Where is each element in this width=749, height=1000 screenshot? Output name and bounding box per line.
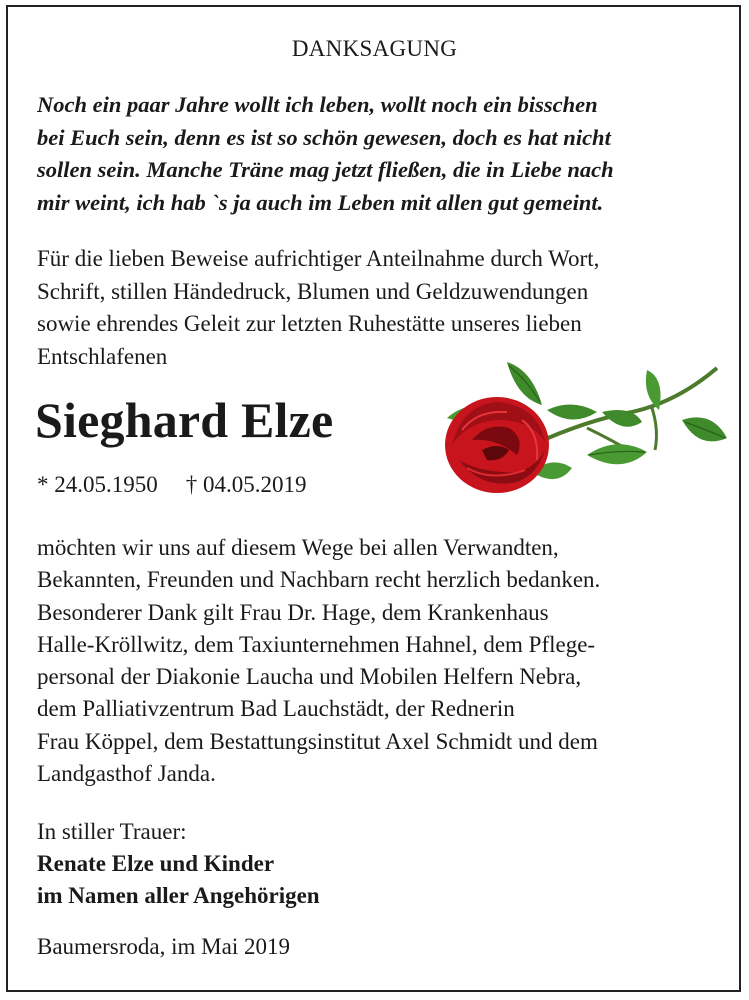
closing-signature (37, 816, 320, 912)
notice-heading: DANKSAGUNG (291, 36, 458, 61)
red-rose-icon (437, 350, 737, 515)
life-dates (37, 472, 307, 498)
family-signature: Renate Elze und Kinder (37, 851, 275, 876)
body-line: dem Palliativzentrum Bad Lauchstädt, der Rednerin (37, 696, 515, 722)
poem-line: Noch ein paar Jahre wollt ich leben, wollt noch ein bisschen (37, 92, 598, 117)
poem-line: mir weint, ich hab `s ja auch im Leben mit allen gut gemeint. (37, 189, 604, 215)
poem-line: sollen sein. Manche Träne mag jetzt fließen, die in Liebe nach (37, 157, 614, 182)
thanks-body (37, 532, 727, 790)
place-date: Baumersroda, im Mai 2019 (37, 934, 290, 959)
body-line: Frau Köppel, dem Bestattungsinstitut Axel Schmidt und dem (37, 728, 598, 754)
body-line: möchten wir uns auf diesem Wege bei allen Verwandten, (37, 535, 559, 560)
intro-line: Für die lieben Beweise aufrichtiger Anteilnahme durch Wort, (37, 246, 600, 271)
body-line: Bekannten, Freunden und Nachbarn recht herzlich bedanken. (37, 567, 601, 593)
body-line: Halle-Kröllwitz, dem Taxiunternehmen Hahnel, dem Pflege- (37, 631, 596, 657)
birth-date: * 24.05.1950 (37, 472, 158, 497)
body-line: Besonderer Dank gilt Frau Dr. Hage, dem Krankenhaus (37, 599, 549, 625)
body-line: Landgasthof Janda. (37, 761, 216, 787)
death-date: † 04.05.2019 (185, 472, 307, 497)
closing-intro: In stiller Trauer: (37, 819, 187, 844)
intro-line: sowie ehrendes Geleit zur letzten Ruhestätte unseres lieben (37, 311, 582, 336)
poem-line: bei Euch sein, denn es ist so schön gewesen, doch es hat nicht (37, 124, 611, 150)
intro-line: Entschlafenen (37, 343, 168, 369)
intro-line: Schrift, stillen Händedruck, Blumen und Geldzuwendungen (37, 278, 589, 304)
relatives-signature: im Namen aller Angehörigen (37, 883, 320, 908)
body-line: personal der Diakonie Laucha und Mobilen Helfern Nebra, (37, 664, 582, 690)
deceased-name: Sieghard Elze (35, 392, 334, 448)
memorial-poem (37, 89, 727, 219)
